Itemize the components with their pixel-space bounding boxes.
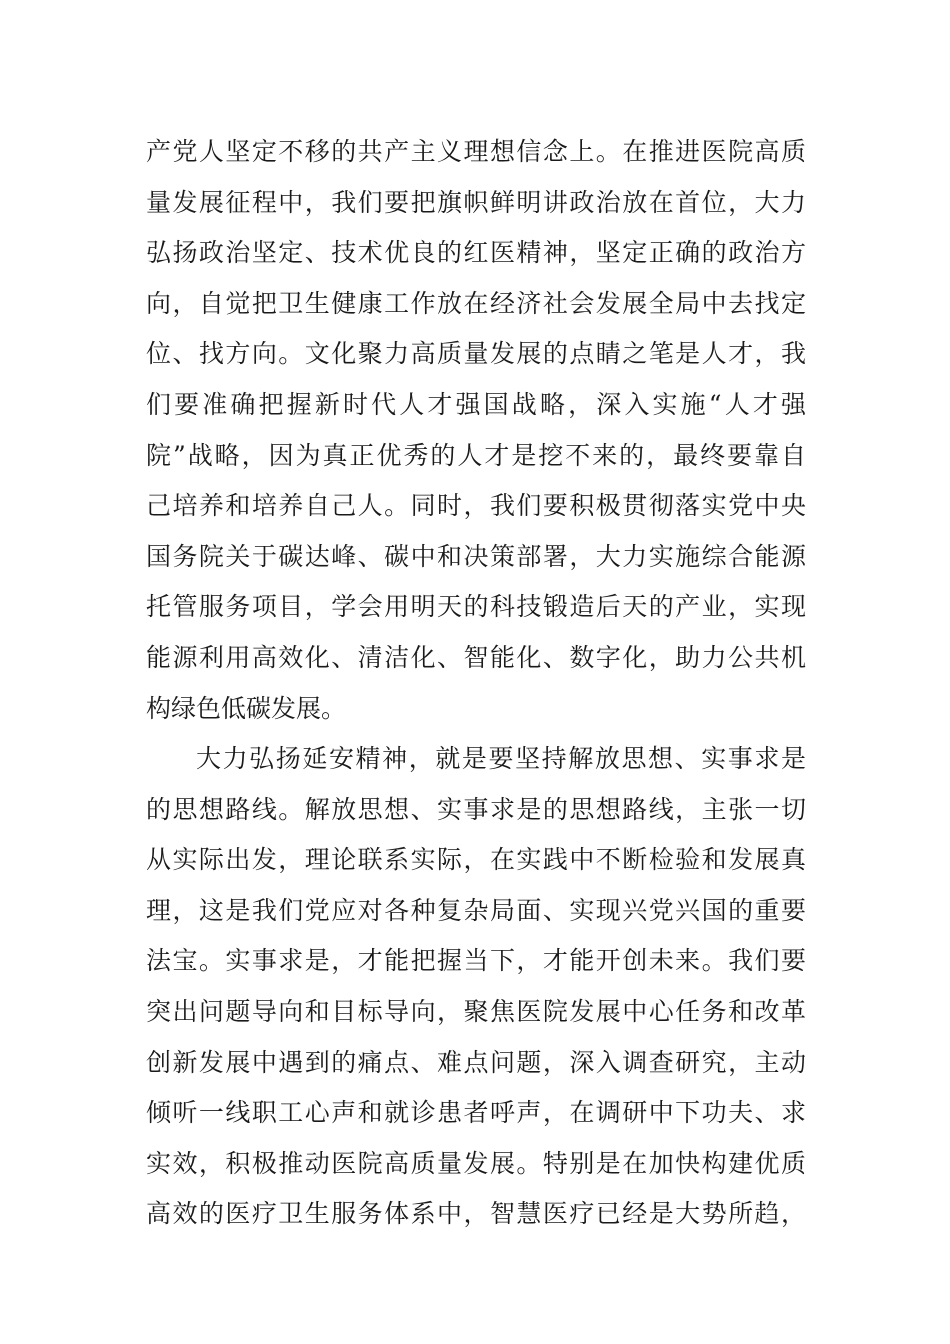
paragraph-line: 们要准确把握新时代人才强国战略，深入实施“人才强 <box>146 389 806 419</box>
paragraph-2 <box>146 734 806 1240</box>
paragraph-line: 国务院关于碳达峰、碳中和决策部署，大力实施综合能源 <box>146 541 806 571</box>
paragraph-line: 弘扬政治坚定、技术优良的红医精神，坚定正确的政治方 <box>146 238 806 268</box>
paragraph-1 <box>146 127 806 734</box>
paragraph-line: 量发展征程中，我们要把旗帜鲜明讲政治放在首位，大力 <box>146 187 806 217</box>
paragraph-line: 实效，积极推动医院高质量发展。特别是在加快构建优质 <box>146 1148 806 1178</box>
paragraph-line: 理，这是我们党应对各种复杂局面、实现兴党兴国的重要 <box>146 895 806 925</box>
paragraph-line: 托管服务项目，学会用明天的科技锻造后天的产业，实现 <box>146 592 806 622</box>
paragraph-line: 产党人坚定不移的共产主义理想信念上。在推进医院高质 <box>146 137 806 166</box>
paragraph-line: 能源利用高效化、清洁化、智能化、数字化，助力公共机 <box>146 642 806 672</box>
paragraph-line: 位、找方向。文化聚力高质量发展的点睛之笔是人才，我 <box>146 339 806 369</box>
paragraph-line: 高效的医疗卫生服务体系中，智慧医疗已经是大势所趋， <box>146 1199 806 1229</box>
paragraph-line: 创新发展中遇到的痛点、难点问题，深入调查研究，主动 <box>146 1047 806 1077</box>
paragraph-line: 法宝。实事求是，才能把握当下，才能开创未来。我们要 <box>146 946 806 976</box>
paragraph-line: 的思想路线。解放思想、实事求是的思想路线，主张一切 <box>146 794 806 824</box>
paragraph-line: 倾听一线职工心声和就诊患者呼声，在调研中下功夫、求 <box>146 1098 806 1128</box>
paragraph-line: 己培养和培养自己人。同时，我们要积极贯彻落实党中央 <box>146 491 806 521</box>
paragraph-line: 向，自觉把卫生健康工作放在经济社会发展全局中去找定 <box>146 288 806 318</box>
paragraph-line: 构绿色低碳发展。 <box>146 693 347 723</box>
paragraph-line: 院”战略，因为真正优秀的人才是挖不来的，最终要靠自 <box>146 440 806 470</box>
paragraph-line: 突出问题导向和目标导向，聚焦医院发展中心任务和改革 <box>146 996 806 1026</box>
paragraph-line: 从实际出发，理论联系实际，在实践中不断检验和发展真 <box>146 845 806 875</box>
paragraph-line: 大力弘扬延安精神，就是要坚持解放思想、实事求是 <box>196 744 806 773</box>
